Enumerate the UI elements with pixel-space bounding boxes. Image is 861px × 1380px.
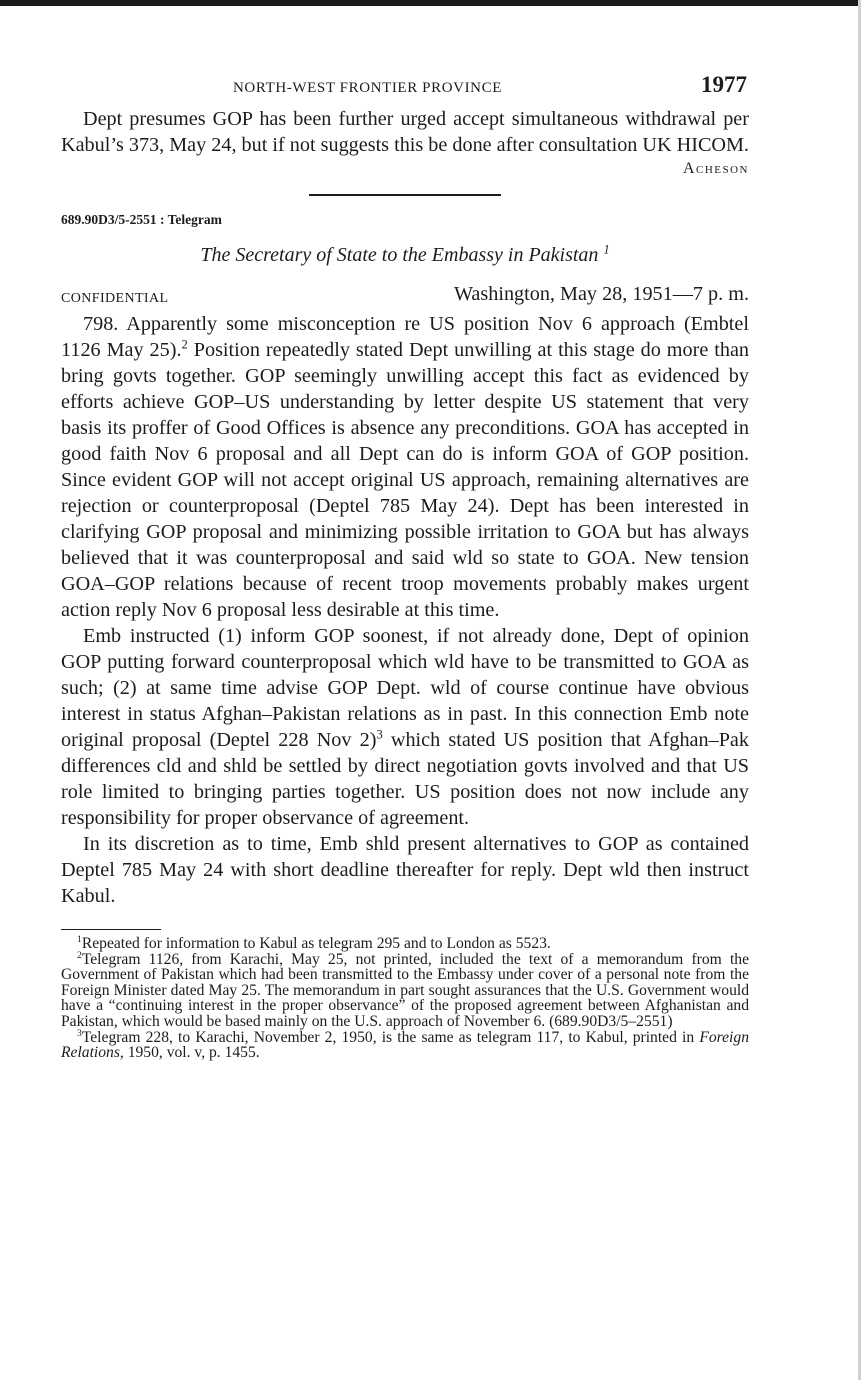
footnote-3-marker: 3 xyxy=(77,1027,82,1039)
document-title-text: The Secretary of State to the Embassy in Pakistan xyxy=(200,244,599,266)
footnote-3-text-after: , 1950, vol. v, p. 1455. xyxy=(119,1044,260,1062)
telegram-paragraph-3: In its discretion as to time, Emb shld present alternatives to GOP as contained Deptel 785 May 24 with short deadline thereafter for reply. Dept wld then instruct Kabul. xyxy=(61,833,749,907)
paragraph-2-part-a: Emb instructed (1) inform GOP soonest, if not already done, Dept of opinion GOP putting forward counterproposal which wld have to be transmitted to GOA as such; (2) at same time advise GOP Dept. wld of course continue have obvious interest in status Afghan–Pakistan relations as in past. In this connection Emb note original proposal (Deptel 228 Nov 2) xyxy=(61,625,749,751)
footnote-1-marker: 1 xyxy=(77,933,82,945)
footnote-1-text: Repeated for information to Kabul as telegram 295 and to London as 5523. xyxy=(81,935,551,952)
footnotes xyxy=(61,933,749,1062)
page-header xyxy=(61,70,749,106)
paragraph-1-part-b: Position repeatedly stated Dept unwilling at this stage do more than bring govts together. GOP seemingly unwilling accept this fact as evidenced by efforts achieve GOP–US understanding by letter despite US statement that very basis its proffer of Good Offices is absence any preconditions. GOA has accepted in good faith Nov 6 proposal and all Dept can do is inform GOA of GOP position. Since evident GOP will not accept original US approach, remaining alternatives are rejection or counterproposal (Deptel 785 May 24). Dept has been interested in clarifying GOP proposal and minimizing possible irritation to GOA but has always believed that it was counterproposal and said wld so state to GOA. New tension GOA–GOP relations because of recent troop movements probably makes urgent action reply Nov 6 proposal less desirable at this time. xyxy=(61,339,749,621)
footnote-rule xyxy=(61,929,161,930)
footnote-3 xyxy=(61,1027,749,1062)
title-footnote-marker: 1 xyxy=(603,242,610,257)
document-title xyxy=(61,244,749,267)
footnote-2-text: Telegram 1126, from Karachi, May 25, not printed, included the text of a memorandum from the Government of Pakistan which had been transmitted to the Embassy under cover of a personal note from the Foreign Minister dated May 25. The memorandum in part sought assurances that the U.S. Government would have a “continuing interest in the proper observance” of the proposed agreement between Afghanistan and Pakistan, which would be based mainly on the U.S. approach of November 6. (689.90D3/5–2551) xyxy=(61,950,749,1030)
dateline: Washington, May 28, 1951—7 p. m. xyxy=(453,283,749,305)
page-top-edge xyxy=(0,0,861,6)
paragraph-2-part-b: which stated US position that Afghan–Pak differences cld and shld be settled by direct negotiation govts involved and that US role limited to bringing parties together. US position does not now include any responsibility for proper observance of agreement. xyxy=(61,729,749,829)
paragraph-1-footnote-marker: 2 xyxy=(181,337,188,352)
document-separator-rule xyxy=(309,194,501,196)
footnote-3-text-before: Telegram 228, to Karachi, November 2, 1950, is the same as telegram 117, to Kabul, printed in xyxy=(81,1028,700,1046)
paragraph-1-part-a: 798. Apparently some misconception re US position Nov 6 approach (Embtel 1126 May 25). xyxy=(61,313,749,361)
footnote-1 xyxy=(61,933,749,952)
classification-label: CONFIDENTIAL xyxy=(61,291,169,306)
file-reference: 689.90D3/5-2551 : Telegram xyxy=(61,212,222,227)
signature-name: Acheson xyxy=(682,160,749,177)
footnote-2-marker: 2 xyxy=(77,949,82,961)
previous-document-closing-paragraph: Dept presumes GOP has been further urged accept simultaneous withdrawal per Kabul’s 373, May 24, but if not suggests this be done after consultation UK HICOM. xyxy=(61,108,749,156)
footnote-2 xyxy=(61,949,749,1030)
telegram-paragraph-1 xyxy=(61,311,749,623)
footnote-3-publication-title: Foreign Relations xyxy=(61,1028,749,1062)
document-page xyxy=(61,70,749,1061)
signature xyxy=(61,160,749,184)
dateline-row xyxy=(61,283,749,311)
page-number: 1977 xyxy=(701,72,747,97)
telegram-paragraph-2 xyxy=(61,623,749,831)
paragraph-2-footnote-marker: 3 xyxy=(376,727,383,742)
running-head: NORTH-WEST FRONTIER PROVINCE xyxy=(233,80,502,96)
